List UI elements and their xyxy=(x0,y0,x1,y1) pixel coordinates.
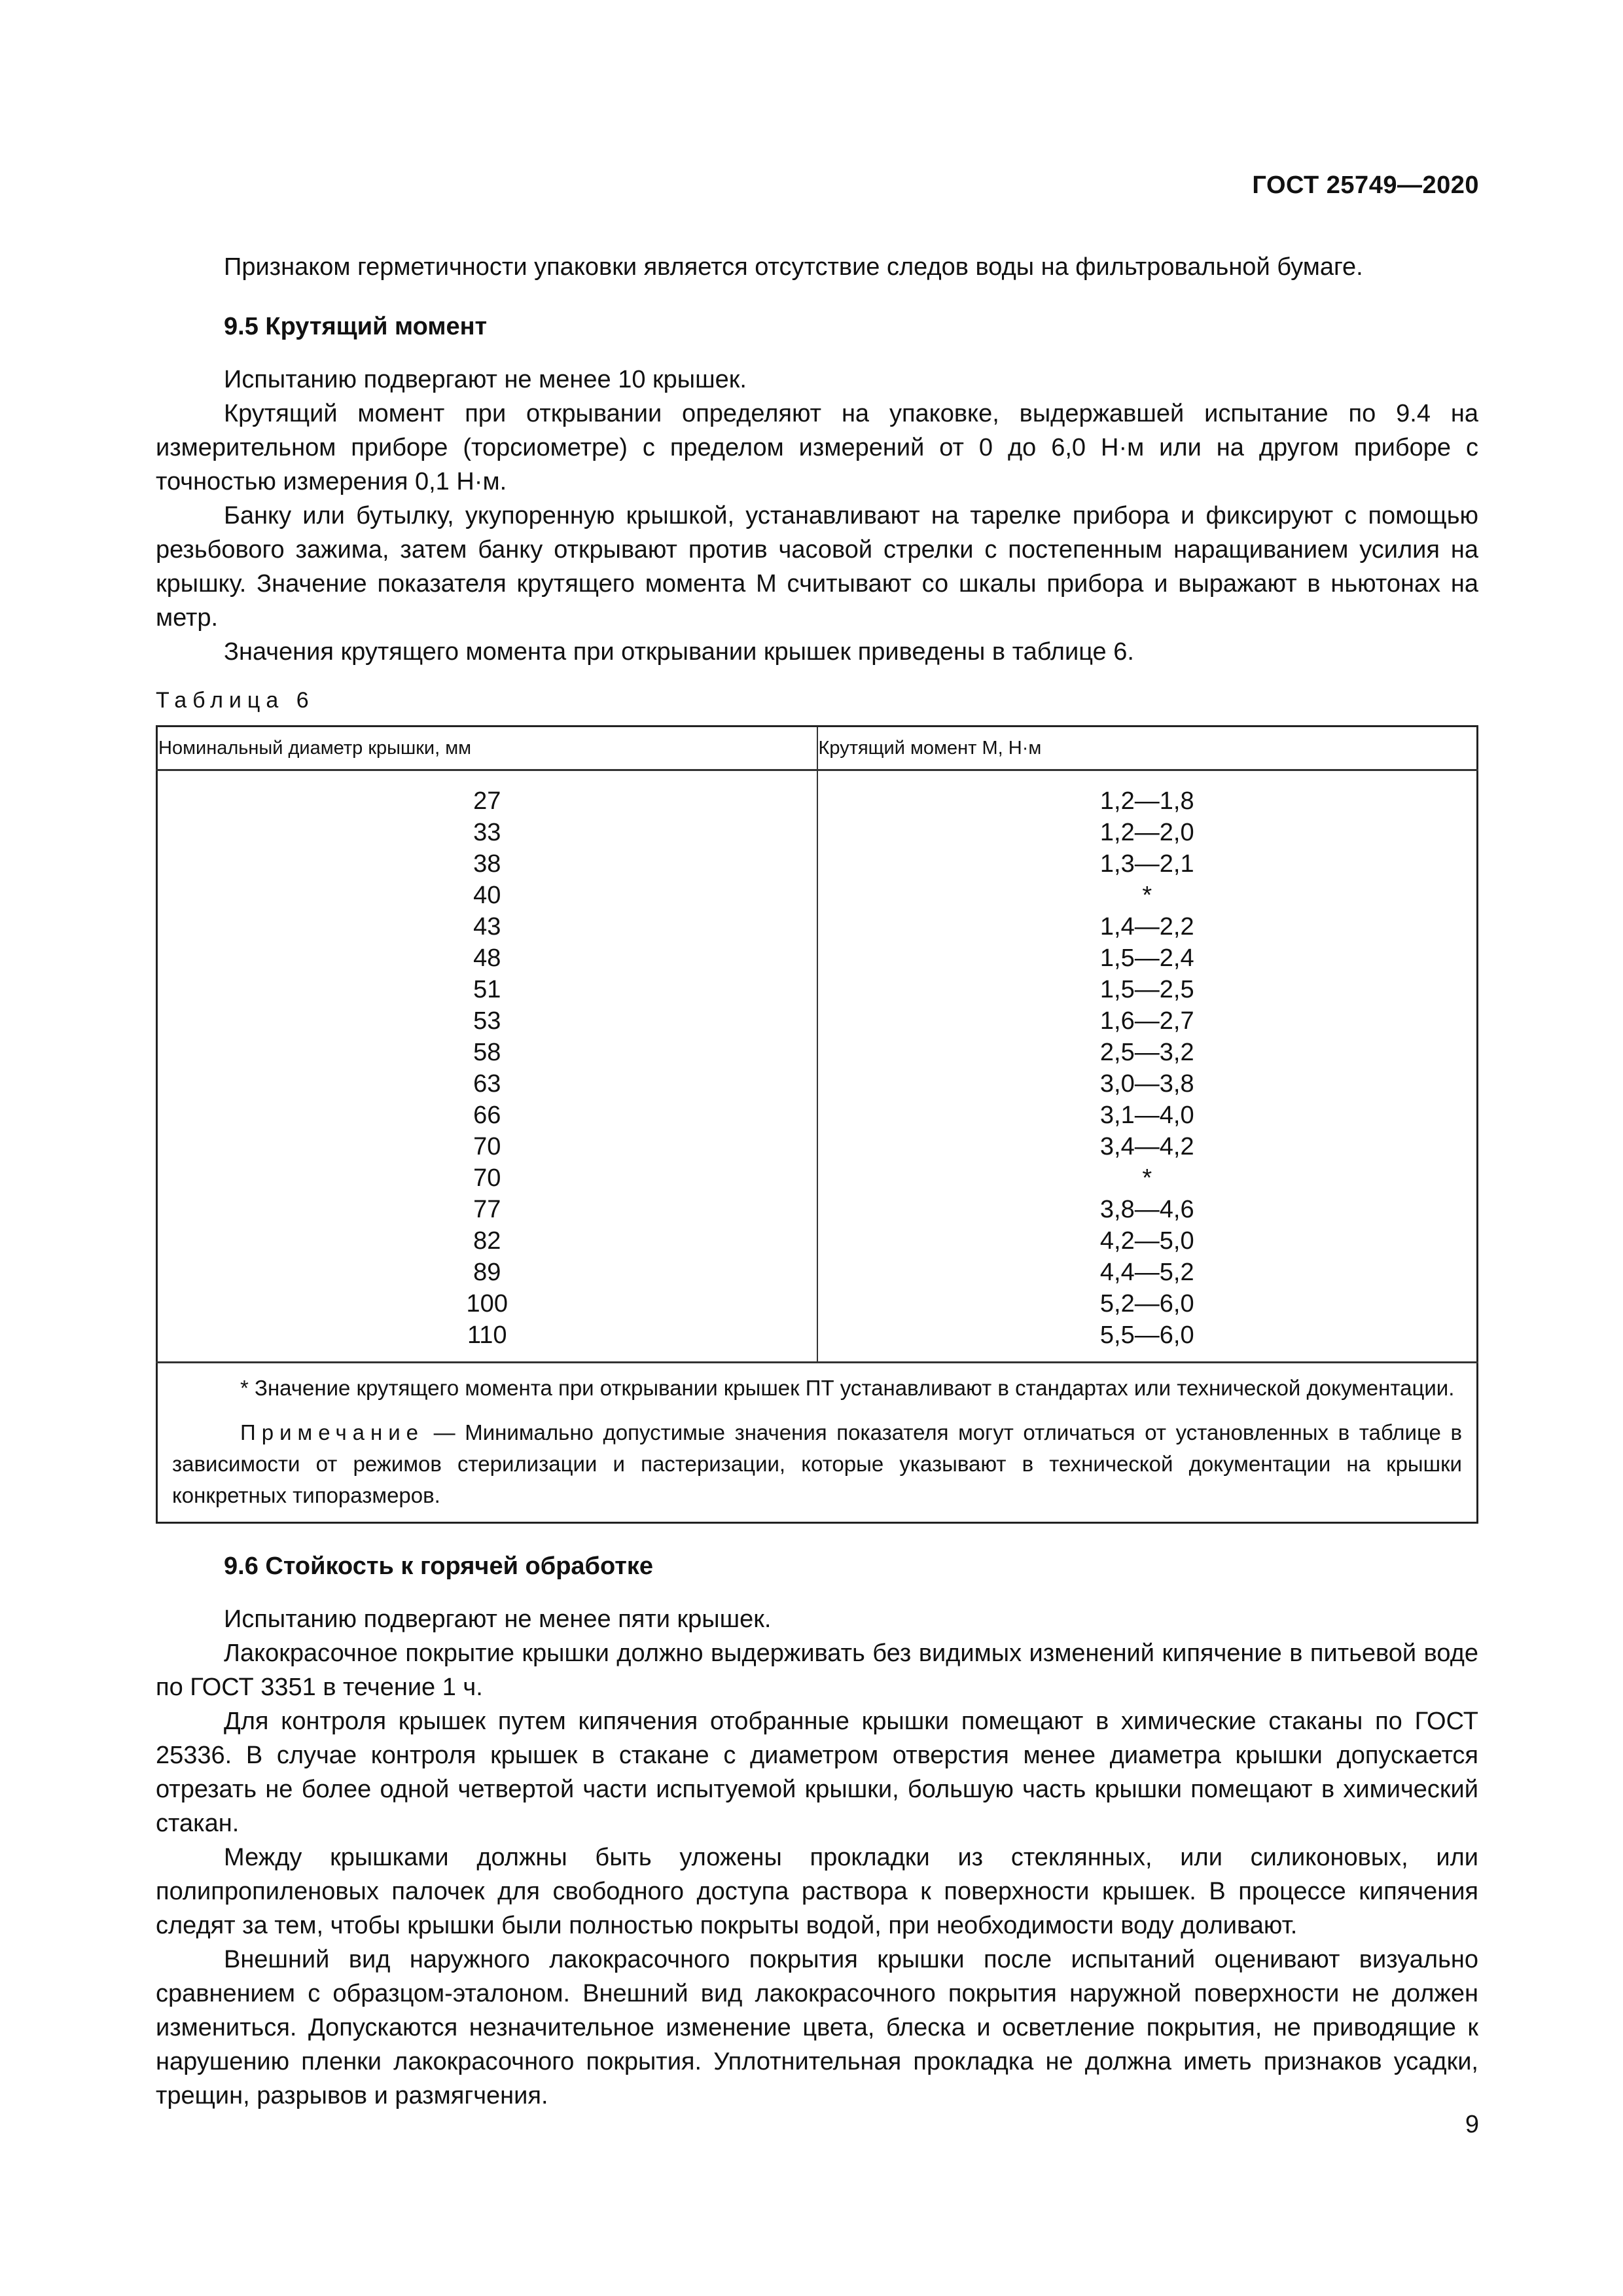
diameter-column xyxy=(157,770,817,1363)
table-cell-torque: 1,6—2,7 xyxy=(1099,1007,1194,1035)
table-cell-diameter: 70 xyxy=(473,1133,501,1160)
table-cell-diameter: 77 xyxy=(473,1196,501,1223)
table-cell-diameter: 82 xyxy=(473,1227,501,1255)
torque-column xyxy=(817,770,1478,1363)
table-cell-torque: 3,8—4,6 xyxy=(1099,1196,1194,1223)
table-cell-torque: 3,0—3,8 xyxy=(1099,1070,1194,1098)
section-9-6-paragraph: Испытанию подвергают не менее пяти крышек. xyxy=(224,1605,772,1633)
section-9-6-paragraph: Лакокрасочное покрытие крышки должно выдерживать без видимых изменений кипячение в питьевой воде по ГОСТ 3351 в течение 1 ч. xyxy=(156,1640,1478,1701)
table-note xyxy=(172,1417,1462,1511)
table-cell-torque: 1,5—2,4 xyxy=(1099,944,1194,972)
table-cell-diameter: 38 xyxy=(473,850,501,878)
table-footer xyxy=(157,1363,1478,1523)
table-footnote: * Значение крутящего момента при открывании крышек ПТ устанавливают в стандартах или технической документации. xyxy=(240,1376,1455,1400)
torque-table xyxy=(156,725,1478,1524)
table-cell-diameter: 66 xyxy=(473,1102,501,1129)
table-cell-diameter: 110 xyxy=(467,1321,507,1349)
table-cell-torque: * xyxy=(1142,882,1152,909)
page-content xyxy=(156,250,1478,2113)
table-cell-torque: 3,1—4,0 xyxy=(1099,1102,1194,1129)
section-9-6-title: 9.6 Стойкость к горячей обработке xyxy=(224,1552,654,1580)
table-cell-torque: 1,2—1,8 xyxy=(1099,787,1194,815)
section-9-5-paragraph: Значения крутящего момента при открывании крышек приведены в таблице 6. xyxy=(224,638,1134,666)
table-cell-torque: 2,5—3,2 xyxy=(1099,1039,1194,1066)
table-cell-diameter: 58 xyxy=(473,1039,501,1066)
table-cell-torque: 4,4—5,2 xyxy=(1099,1259,1194,1286)
table-cell-torque: 4,2—5,0 xyxy=(1099,1227,1194,1255)
table-cell-diameter: 89 xyxy=(473,1259,501,1286)
table-cell-diameter: 51 xyxy=(473,976,501,1003)
standard-header: ГОСТ 25749—2020 xyxy=(1252,171,1479,199)
table-cell-diameter: 33 xyxy=(473,819,501,846)
table-cell-diameter: 53 xyxy=(473,1007,501,1035)
table-caption: Таблица 6 xyxy=(156,688,315,713)
table-header-torque: Крутящий момент М, Н·м xyxy=(817,726,1478,770)
table-cell-torque: 5,5—6,0 xyxy=(1099,1321,1194,1349)
table-cell-torque: * xyxy=(1142,1164,1152,1192)
section-9-5-paragraph: Банку или бутылку, укупоренную крышкой, устанавливают на тарелке прибора и фиксируют с помощью резьбового зажима, затем банку открывают против часовой стрелки с постепенным наращиванием усилия на крышку. Значение показателя крутящего момента М считывают со шкалы прибора и выражают в ньютонах на метр. xyxy=(156,502,1478,632)
section-9-5-paragraph: Крутящий момент при открывании определяют на упаковке, выдержавшей испытание по 9.4 на измерительном приборе (торсиометре) с пределом измерений от 0 до 6,0 Н·м или на другом приборе с точностью измерения 0,1 Н·м. xyxy=(156,400,1478,495)
section-9-5-title: 9.5 Крутящий момент xyxy=(224,313,488,340)
section-9-6-paragraph: Для контроля крышек путем кипячения отобранные крышки помещают в химические стаканы по ГОСТ 25336. В случае контроля крышек в стакане с диаметром отверстия менее диаметра крышки допускается отрезать не более одной четвертой части испытуемой крышки, большую часть крышки помещают в химический стакан. xyxy=(156,1708,1478,1837)
table-cell-torque: 5,2—6,0 xyxy=(1099,1290,1194,1318)
table-header-diameter: Номинальный диаметр крышки, мм xyxy=(157,726,817,770)
table-cell-diameter: 43 xyxy=(473,913,501,941)
table-cell-diameter: 70 xyxy=(473,1164,501,1192)
table-cell-diameter: 40 xyxy=(473,882,501,909)
table-cell-torque: 1,3—2,1 xyxy=(1099,850,1194,878)
page-number: 9 xyxy=(1465,2111,1479,2138)
table-cell-diameter: 63 xyxy=(473,1070,501,1098)
table-cell-torque: 1,2—2,0 xyxy=(1099,819,1194,846)
section-9-5-paragraph: Испытанию подвергают не менее 10 крышек. xyxy=(224,366,747,393)
table-cell-diameter: 48 xyxy=(473,944,501,972)
table-cell-diameter: 27 xyxy=(473,787,501,815)
section-9-6-paragraph: Между крышками должны быть уложены прокладки из стеклянных, или силиконовых, или полипропиленовых палочек для свободного доступа раствора к поверхности крышек. В процессе кипячения следят за тем, чтобы крышки были полностью покрыты водой, при необходимости воду доливают. xyxy=(156,1844,1478,1939)
note-label: Примечание xyxy=(240,1420,425,1444)
table-cell-torque: 3,4—4,2 xyxy=(1099,1133,1194,1160)
table-cell-torque: 1,4—2,2 xyxy=(1099,913,1194,941)
table-cell-diameter: 100 xyxy=(466,1290,508,1318)
section-9-6-paragraph: Внешний вид наружного лакокрасочного покрытия крышки после испытаний оценивают визуально сравнением с образцом-эталоном. Внешний вид лакокрасочного покрытия наружной поверхности не должен измениться. Допускаются незначительное изменение цвета, блеска и осветление покрытия, не приводящие к нарушению пленки лакокрасочного покрытия. Уплотнительная прокладка не должна иметь признаков усадки, трещин, разрывов и размягчения. xyxy=(156,1946,1478,2109)
intro-paragraph: Признаком герметичности упаковки является отсутствие следов воды на фильтровальной бумаге. xyxy=(224,253,1363,281)
table-cell-torque: 1,5—2,5 xyxy=(1099,976,1194,1003)
note-text: — Минимально допустимые значения показателя могут отличаться от установленных в таблице в зависимости от режимов стерилизации и пастеризации, которые указывают в технической документации на крышки конкретных типоразмеров. xyxy=(172,1420,1462,1507)
